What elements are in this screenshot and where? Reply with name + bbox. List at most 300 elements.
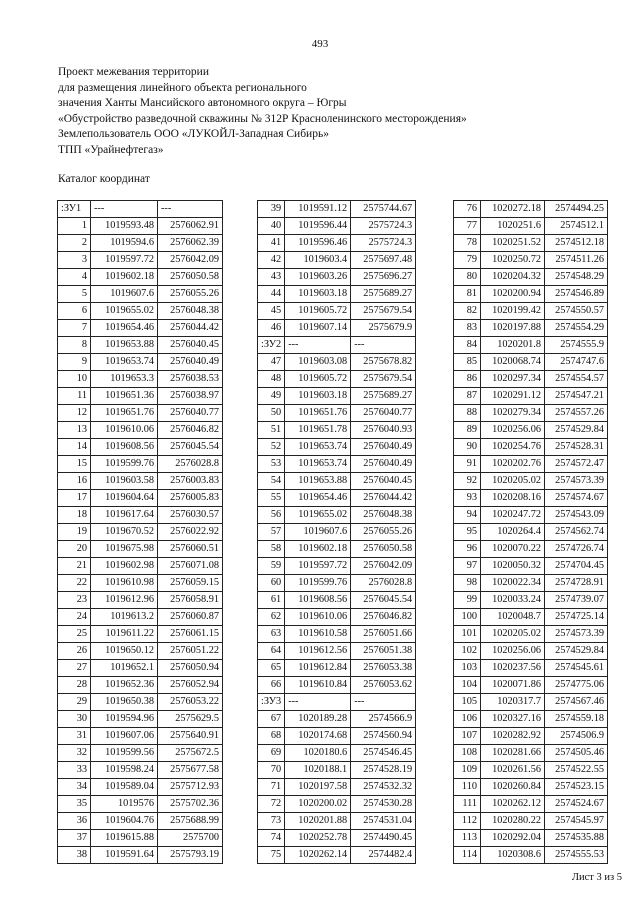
y-coordinate-cell: 2575689.27 [351,286,416,303]
y-coordinate-cell: 2576060.51 [158,541,223,558]
y-coordinate-cell: 2576059.15 [158,575,223,592]
point-number-cell: 11 [58,388,91,405]
table-row [58,847,223,864]
x-coordinate-cell: 1020201.8 [481,337,545,354]
table-row [58,269,223,286]
point-number-cell: 47 [258,354,285,371]
table-row [258,371,416,388]
point-number-cell: 76 [454,201,481,218]
y-coordinate-cell: 2574512.18 [545,235,608,252]
x-coordinate-cell: 1019651.36 [91,388,158,405]
point-number-cell: 99 [454,592,481,609]
y-coordinate-cell: 2576003.83 [158,473,223,490]
table-row [58,456,223,473]
x-coordinate-cell: 1019653.88 [91,337,158,354]
y-coordinate-cell: 2574573.39 [545,626,608,643]
table-row [258,252,416,269]
point-number-cell: 24 [58,609,91,626]
point-number-cell: 17 [58,490,91,507]
table-row [454,490,608,507]
point-number-cell: 79 [454,252,481,269]
x-coordinate-cell: 1019597.72 [91,252,158,269]
y-coordinate-cell: 2576053.38 [351,660,416,677]
table-row [454,643,608,660]
y-coordinate-cell: 2576046.82 [158,422,223,439]
header-line: Проект межевания территории [58,66,209,78]
point-number-cell: 64 [258,643,285,660]
table-row [58,490,223,507]
x-coordinate-cell: 1020279.34 [481,405,545,422]
x-coordinate-cell: 1019591.64 [91,847,158,864]
point-number-cell: 46 [258,320,285,337]
x-coordinate-cell: 1020205.02 [481,473,545,490]
table-row [454,796,608,813]
y-coordinate-cell: 2576062.39 [158,235,223,252]
y-coordinate-cell: 2574512.1 [545,218,608,235]
y-coordinate-cell: 2574530.28 [351,796,416,813]
y-coordinate-cell: 2576040.93 [351,422,416,439]
x-coordinate-cell: 1019653.88 [285,473,351,490]
x-coordinate-cell: 1020200.94 [481,286,545,303]
x-coordinate-cell: 1020070.22 [481,541,545,558]
point-number-cell: 18 [58,507,91,524]
table-row [454,303,608,320]
point-number-cell: 31 [58,728,91,745]
y-coordinate-cell: 2575677.58 [158,762,223,779]
y-coordinate-cell: 2574546.45 [351,745,416,762]
x-coordinate-cell: 1019607.6 [285,524,351,541]
y-coordinate-cell: 2574704.45 [545,558,608,575]
table-row [258,643,416,660]
y-coordinate-cell: 2576050.58 [158,269,223,286]
x-coordinate-cell: 1019650.38 [91,694,158,711]
y-coordinate-cell: 2575640.91 [158,728,223,745]
table-row [258,354,416,371]
point-number-cell: 72 [258,796,285,813]
y-coordinate-cell: --- [158,201,223,218]
point-number-cell: 27 [58,660,91,677]
point-number-cell: 61 [258,592,285,609]
y-coordinate-cell: 2574747.6 [545,354,608,371]
table-row [258,626,416,643]
point-number-cell: 34 [58,779,91,796]
point-number-cell: 111 [454,796,481,813]
x-coordinate-cell: 1019651.76 [91,405,158,422]
table-row [454,609,608,626]
section-label-cell: :ЗУ3 [258,694,285,711]
x-coordinate-cell: 1019603.18 [285,388,351,405]
x-coordinate-cell: 1019603.58 [91,473,158,490]
point-number-cell: 77 [454,218,481,235]
x-coordinate-cell: 1019652.1 [91,660,158,677]
y-coordinate-cell: 2574566.9 [351,711,416,728]
table-row [58,320,223,337]
point-number-cell: 22 [58,575,91,592]
y-coordinate-cell: 2576030.57 [158,507,223,524]
x-coordinate-cell: 1019603.4 [285,252,351,269]
table-row [454,235,608,252]
table-row [258,235,416,252]
point-number-cell: 53 [258,456,285,473]
x-coordinate-cell: 1019651.76 [285,405,351,422]
x-coordinate-cell: 1019653.74 [91,354,158,371]
point-number-cell: 44 [258,286,285,303]
x-coordinate-cell: 1019605.72 [285,303,351,320]
point-number-cell: 88 [454,405,481,422]
x-coordinate-cell: 1020180.6 [285,745,351,762]
table-row [58,439,223,456]
y-coordinate-cell: 2574726.74 [545,541,608,558]
point-number-cell: 45 [258,303,285,320]
x-coordinate-cell: 1020200.02 [285,796,351,813]
point-number-cell: 23 [58,592,91,609]
y-coordinate-cell: 2574535.88 [545,830,608,847]
x-coordinate-cell: 1020201.88 [285,813,351,830]
x-coordinate-cell: 1019612.56 [285,643,351,660]
point-number-cell: 83 [454,320,481,337]
y-coordinate-cell: 2576051.66 [351,626,416,643]
y-coordinate-cell: 2575678.82 [351,354,416,371]
y-coordinate-cell: 2576022.92 [158,524,223,541]
x-coordinate-cell: 1020202.76 [481,456,545,473]
y-coordinate-cell: 2576061.15 [158,626,223,643]
x-coordinate-cell: 1020068.74 [481,354,545,371]
x-coordinate-cell: 1019602.98 [91,558,158,575]
point-number-cell: 81 [454,286,481,303]
table-row [454,439,608,456]
y-coordinate-cell: 2575724.3 [351,218,416,235]
table-row [454,269,608,286]
table-row [258,439,416,456]
y-coordinate-cell: 2576040.49 [351,439,416,456]
point-number-cell: 65 [258,660,285,677]
point-number-cell: 40 [258,218,285,235]
table-row [58,626,223,643]
x-coordinate-cell: 1019603.18 [285,286,351,303]
table-row [454,507,608,524]
y-coordinate-cell: 2574545.61 [545,660,608,677]
y-coordinate-cell: 2576060.87 [158,609,223,626]
y-coordinate-cell: 2576040.77 [158,405,223,422]
table-row [258,303,416,320]
table-row [58,796,223,813]
y-coordinate-cell: 2576045.54 [351,592,416,609]
header-line: ТПП «Урайнефтегаз» [58,143,164,156]
y-coordinate-cell: 2576038.97 [158,388,223,405]
table-row [58,558,223,575]
y-coordinate-cell: 2575702.36 [158,796,223,813]
y-coordinate-cell: 2574505.46 [545,745,608,762]
x-coordinate-cell: 1020261.56 [481,762,545,779]
x-coordinate-cell: 1020252.78 [285,830,351,847]
x-coordinate-cell: 1019655.02 [91,303,158,320]
point-number-cell: 67 [258,711,285,728]
y-coordinate-cell: 2576058.91 [158,592,223,609]
table-row [58,677,223,694]
point-number-cell: 52 [258,439,285,456]
y-coordinate-cell: 2574524.67 [545,796,608,813]
table-row [58,371,223,388]
x-coordinate-cell: 1019651.78 [285,422,351,439]
point-number-cell: 38 [58,847,91,864]
y-coordinate-cell: 2575712.93 [158,779,223,796]
y-coordinate-cell: 2575688.99 [158,813,223,830]
x-coordinate-cell: 1020204.32 [481,269,545,286]
y-coordinate-cell: 2574532.32 [351,779,416,796]
point-number-cell: 69 [258,745,285,762]
x-coordinate-cell: 1019602.18 [285,541,351,558]
x-coordinate-cell: 1019599.56 [91,745,158,762]
x-coordinate-cell: 1020189.28 [285,711,351,728]
x-coordinate-cell: 1019610.98 [91,575,158,592]
point-number-cell: 97 [454,558,481,575]
x-coordinate-cell: 1020071.86 [481,677,545,694]
point-number-cell: 29 [58,694,91,711]
point-number-cell: 25 [58,626,91,643]
table-row [58,813,223,830]
point-number-cell: 7 [58,320,91,337]
point-number-cell: 101 [454,626,481,643]
y-coordinate-cell: 2576040.49 [351,456,416,473]
x-coordinate-cell: 1019604.76 [91,813,158,830]
x-coordinate-cell: 1019605.72 [285,371,351,388]
x-coordinate-cell: 1020174.68 [285,728,351,745]
y-coordinate-cell: 2574494.25 [545,201,608,218]
table-row [454,626,608,643]
point-number-cell: 107 [454,728,481,745]
y-coordinate-cell: 2574775.06 [545,677,608,694]
point-number-cell: 112 [454,813,481,830]
x-coordinate-cell: 1020205.02 [481,626,545,643]
y-coordinate-cell: 2576051.38 [351,643,416,660]
point-number-cell: 100 [454,609,481,626]
x-coordinate-cell: 1020262.14 [285,847,351,864]
point-number-cell: 66 [258,677,285,694]
x-coordinate-cell: 1020272.18 [481,201,545,218]
point-number-cell: 94 [454,507,481,524]
y-coordinate-cell: 2575744.67 [351,201,416,218]
table-row [454,762,608,779]
point-number-cell: 102 [454,643,481,660]
point-number-cell: 74 [258,830,285,847]
table-row [258,779,416,796]
x-coordinate-cell: 1020237.56 [481,660,545,677]
table-row [258,218,416,235]
point-number-cell: 105 [454,694,481,711]
table-row [58,745,223,762]
sheet-label: Лист 3 из 5 [571,872,622,883]
point-number-cell: 96 [454,541,481,558]
y-coordinate-cell: 2574528.31 [545,439,608,456]
x-coordinate-cell: 1019610.06 [91,422,158,439]
table-row [58,252,223,269]
table-row [258,575,416,592]
point-number-cell: 106 [454,711,481,728]
x-coordinate-cell: 1019593.48 [91,218,158,235]
table-row [258,711,416,728]
y-coordinate-cell: 2576028.8 [351,575,416,592]
point-number-cell: 103 [454,660,481,677]
table-row [58,609,223,626]
table-row [258,830,416,847]
x-coordinate-cell: 1019655.02 [285,507,351,524]
table-row [58,235,223,252]
x-coordinate-cell: 1020260.84 [481,779,545,796]
point-number-cell: 113 [454,830,481,847]
y-coordinate-cell: 2574567.46 [545,694,608,711]
table-row [258,507,416,524]
table-row [454,660,608,677]
y-coordinate-cell: 2574529.84 [545,643,608,660]
x-coordinate-cell: 1020050.32 [481,558,545,575]
x-coordinate-cell: 1020291.12 [481,388,545,405]
header-line: значения Ханты Мансийского автономного округа – Югры [58,97,347,109]
table-row [454,728,608,745]
y-coordinate-cell: 2576005.83 [158,490,223,507]
point-number-cell: 91 [454,456,481,473]
y-coordinate-cell: 2574522.55 [545,762,608,779]
point-number-cell: 98 [454,575,481,592]
y-coordinate-cell: 2576050.58 [351,541,416,558]
y-coordinate-cell: 2574739.07 [545,592,608,609]
y-coordinate-cell: 2575689.27 [351,388,416,405]
point-number-cell: 60 [258,575,285,592]
table-row [258,422,416,439]
y-coordinate-cell: 2576050.94 [158,660,223,677]
x-coordinate-cell: 1020317.7 [481,694,545,711]
table-row [58,354,223,371]
y-coordinate-cell: 2574728.91 [545,575,608,592]
x-coordinate-cell: 1020247.72 [481,507,545,524]
y-coordinate-cell: 2575697.48 [351,252,416,269]
table-row [58,643,223,660]
y-coordinate-cell: 2575700 [158,830,223,847]
table-row [454,456,608,473]
point-number-cell: 6 [58,303,91,320]
x-coordinate-cell: 1020188.1 [285,762,351,779]
table-row [258,745,416,762]
page-number: 493 [311,38,329,50]
table-row [258,796,416,813]
point-number-cell: 26 [58,643,91,660]
x-coordinate-cell: 1019598.24 [91,762,158,779]
point-number-cell: 63 [258,626,285,643]
x-coordinate-cell: 1019610.84 [285,677,351,694]
table-row [58,201,223,218]
table-row [454,354,608,371]
table-row [58,473,223,490]
x-coordinate-cell: 1019607.06 [91,728,158,745]
table-row [454,337,608,354]
point-number-cell: 55 [258,490,285,507]
y-coordinate-cell: 2576053.22 [158,694,223,711]
point-number-cell: 104 [454,677,481,694]
point-number-cell: 12 [58,405,91,422]
x-coordinate-cell: 1020197.58 [285,779,351,796]
y-coordinate-cell: 2574523.15 [545,779,608,796]
y-coordinate-cell: 2574545.97 [545,813,608,830]
table-row [58,337,223,354]
table-row [258,201,416,218]
y-coordinate-cell: 2574511.26 [545,252,608,269]
point-number-cell: 4 [58,269,91,286]
x-coordinate-cell: 1020022.34 [481,575,545,592]
point-number-cell: 92 [454,473,481,490]
x-coordinate-cell: 1019654.46 [285,490,351,507]
y-coordinate-cell: 2575679.54 [351,303,416,320]
y-coordinate-cell: 2574548.29 [545,269,608,286]
point-number-cell: 62 [258,609,285,626]
y-coordinate-cell: 2575793.19 [158,847,223,864]
x-coordinate-cell: 1019617.64 [91,507,158,524]
table-row [58,711,223,728]
x-coordinate-cell: 1019652.36 [91,677,158,694]
point-number-cell: 85 [454,354,481,371]
y-coordinate-cell: 2575679.54 [351,371,416,388]
y-coordinate-cell: 2576062.91 [158,218,223,235]
x-coordinate-cell: 1020327.16 [481,711,545,728]
table-row [258,286,416,303]
table-row [454,592,608,609]
point-number-cell: 68 [258,728,285,745]
point-number-cell: 14 [58,439,91,456]
table-row [258,541,416,558]
x-coordinate-cell: 1020292.04 [481,830,545,847]
table-row [454,252,608,269]
x-coordinate-cell: 1020256.06 [481,643,545,660]
table-row [454,830,608,847]
point-number-cell: 59 [258,558,285,575]
x-coordinate-cell: 1020297.34 [481,371,545,388]
table-row [454,745,608,762]
point-number-cell: 16 [58,473,91,490]
point-number-cell: 48 [258,371,285,388]
x-coordinate-cell: 1019653.3 [91,371,158,388]
y-coordinate-cell: --- [351,337,416,354]
point-number-cell: 5 [58,286,91,303]
table-row [454,779,608,796]
table-row [58,779,223,796]
point-number-cell: 80 [454,269,481,286]
point-number-cell: 39 [258,201,285,218]
y-coordinate-cell: 2576042.09 [351,558,416,575]
y-coordinate-cell: 2574506.9 [545,728,608,745]
y-coordinate-cell: 2576051.22 [158,643,223,660]
table-row [58,762,223,779]
y-coordinate-cell: 2576040.45 [158,337,223,354]
table-row [58,507,223,524]
table-row [258,762,416,779]
point-number-cell: 49 [258,388,285,405]
x-coordinate-cell: 1020199.42 [481,303,545,320]
point-number-cell: 109 [454,762,481,779]
table-row [58,592,223,609]
catalog-title: Каталог координат [58,173,150,185]
coordinates-table-1 [57,200,223,864]
table-row [58,286,223,303]
point-number-cell: 1 [58,218,91,235]
point-number-cell: 93 [454,490,481,507]
section-label-cell: :ЗУ2 [258,337,285,354]
x-coordinate-cell: 1020048.7 [481,609,545,626]
table-row [454,201,608,218]
y-coordinate-cell: 2574554.29 [545,320,608,337]
y-coordinate-cell: 2576048.38 [158,303,223,320]
table-row [58,575,223,592]
table-row [58,830,223,847]
x-coordinate-cell: 1020280.22 [481,813,545,830]
x-coordinate-cell: 1020281.66 [481,745,545,762]
